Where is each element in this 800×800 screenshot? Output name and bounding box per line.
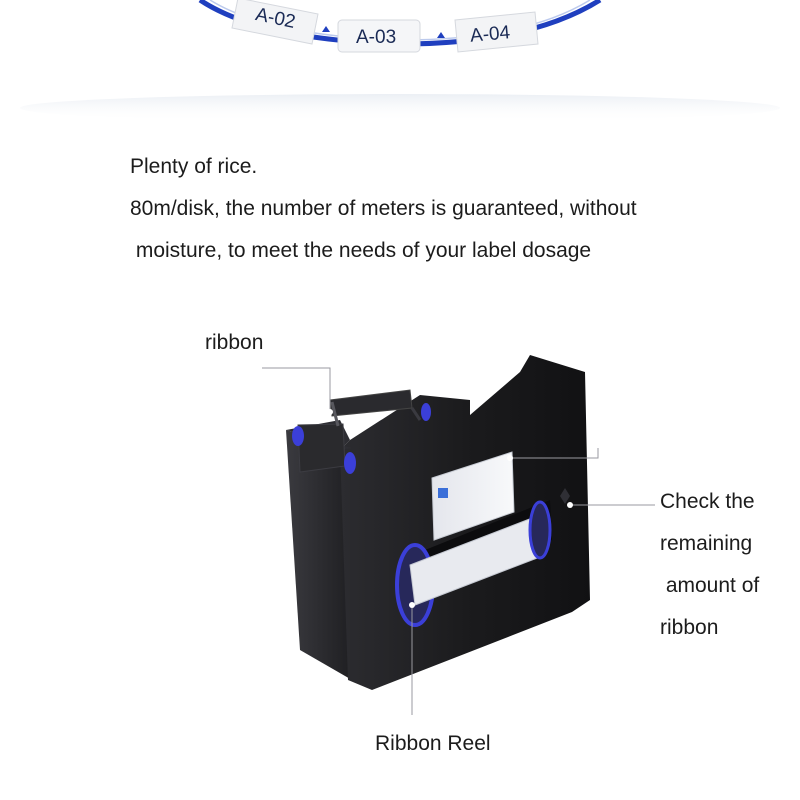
blue-accent-left — [292, 426, 304, 446]
callout-check-line-1: Check the — [660, 490, 755, 513]
callout-ribbon-reel: Ribbon Reel — [375, 732, 491, 755]
cable-photo — [0, 0, 800, 130]
cable-shadow — [20, 94, 780, 122]
description-line-2: 80m/disk, the number of meters is guaranteed, without — [130, 197, 637, 220]
callout-check-line-2: remaining — [660, 532, 753, 555]
description-line-3: moisture, to meet the needs of your label dosage — [130, 239, 592, 262]
marker-sleeve-a03 — [338, 20, 420, 52]
sleeve-label-a02: A-02 — [253, 4, 298, 33]
callout-ribbon: ribbon — [205, 331, 264, 354]
callout-check-line-3: amount of — [660, 574, 760, 597]
marker-sleeve-a02 — [232, 0, 318, 44]
sleeve-label-a03: A-03 — [356, 27, 397, 48]
marker-sleeve-a04 — [455, 12, 538, 52]
ribbon-leader-line — [262, 368, 330, 410]
callout-check-line-4: ribbon — [660, 616, 719, 639]
sleeve-label-a04: A-04 — [469, 22, 512, 47]
description-line-1: Plenty of rice. — [130, 155, 258, 178]
blue-accent-top — [421, 403, 431, 421]
